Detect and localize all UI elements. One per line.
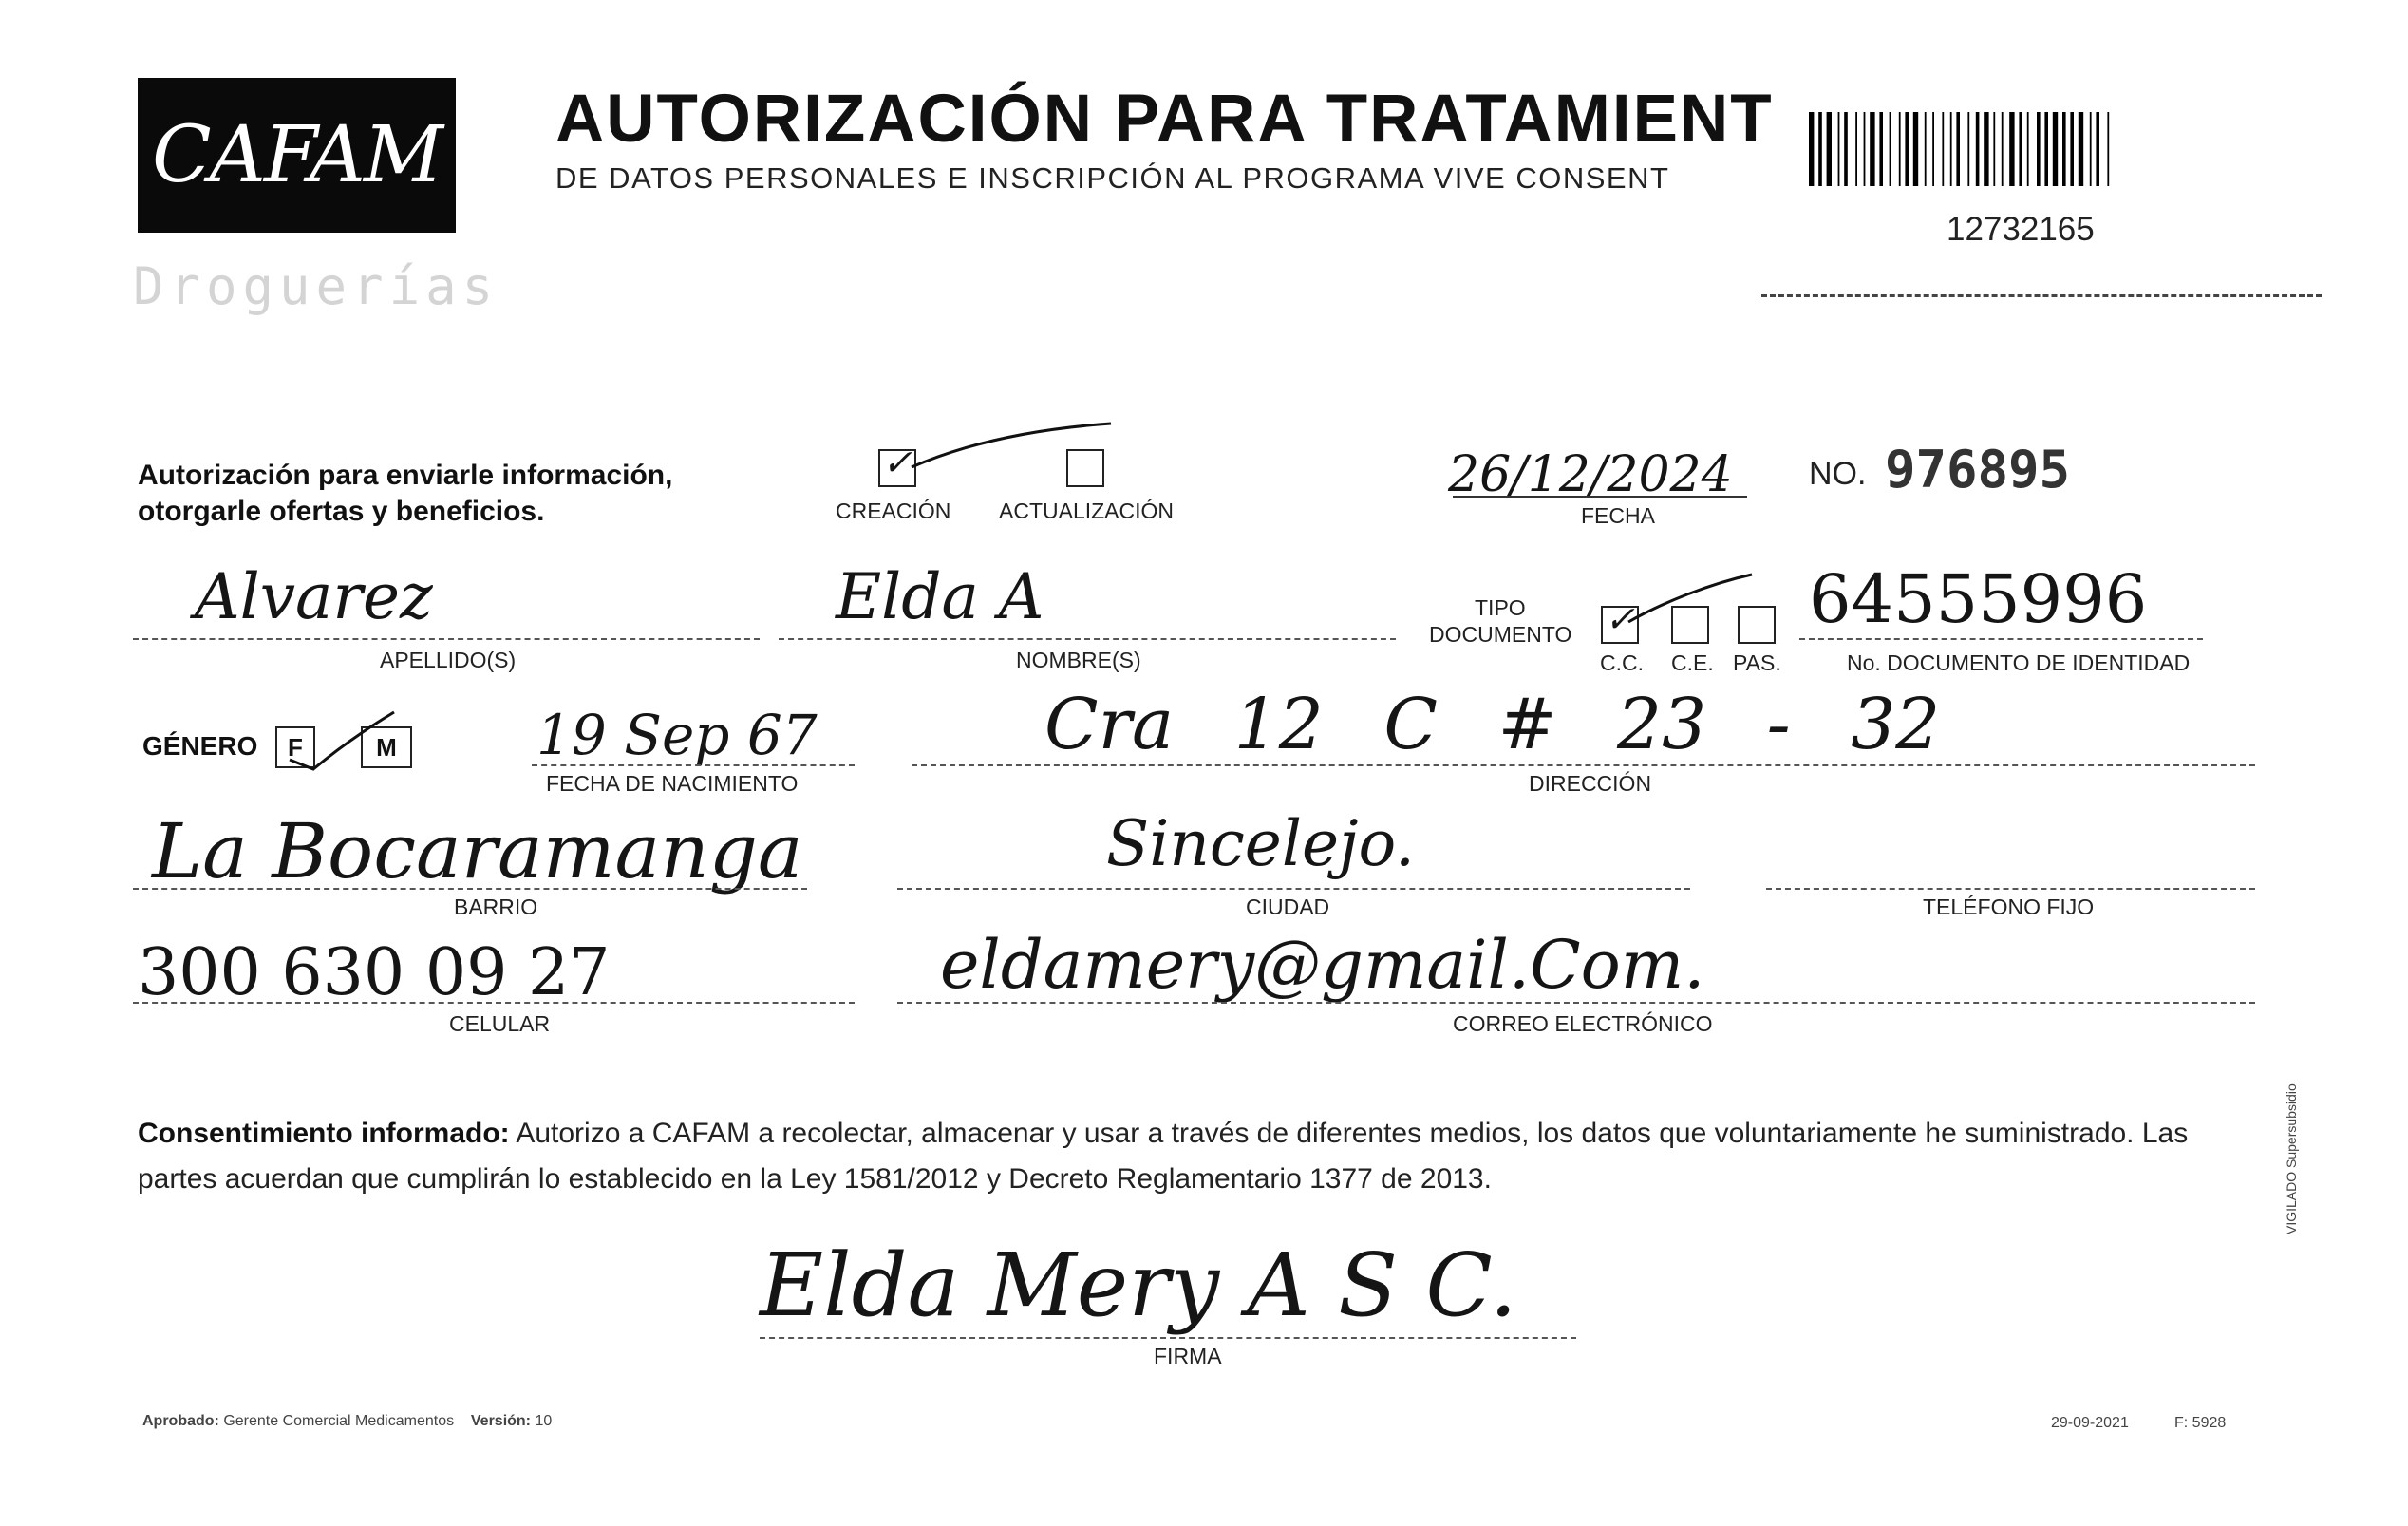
gender-check-stroke <box>285 707 399 774</box>
version-value: 10 <box>535 1413 553 1429</box>
apellido-line <box>133 638 760 640</box>
ciudad-label: CIUDAD <box>1246 895 1330 919</box>
cc-label: C.C. <box>1600 650 1644 675</box>
address-value: Cra 12 C # 23 - 32 <box>1044 684 1941 765</box>
pas-label: PAS. <box>1733 650 1781 675</box>
apellido-value: Alvarez <box>195 560 433 633</box>
telefono-label: TELÉFONO FIJO <box>1923 895 2095 919</box>
documento-label: DOCUMENTO <box>1429 622 1572 647</box>
ciudad-line <box>897 888 1690 890</box>
sublogo: Droguerías <box>133 256 499 316</box>
footer-code: F: 5928 <box>2174 1415 2227 1431</box>
nombre-label: NOMBRE(S) <box>1016 648 1141 672</box>
email-line <box>897 1002 2255 1004</box>
barrio-value: La Bocaramanga <box>152 807 803 895</box>
fecha-line <box>1453 496 1747 498</box>
intro-line-2: otorgarle ofertas y beneficios. <box>138 496 545 527</box>
birth-value: 19 Sep 67 <box>536 703 818 767</box>
email-label: CORREO ELECTRÓNICO <box>1453 1011 1713 1036</box>
barcode-number: 12732165 <box>1947 211 2095 248</box>
ciudad-value: Sincelejo. <box>1106 807 1416 880</box>
email-value: eldamery@gmail.Com. <box>940 926 1705 1004</box>
birth-label: FECHA DE NACIMIENTO <box>546 771 799 796</box>
header-dashed-line <box>1761 294 2322 297</box>
barcode <box>1809 112 2193 186</box>
form-title: AUTORIZACIÓN PARA TRATAMIENT <box>555 82 1774 157</box>
intro-text <box>138 458 672 530</box>
consent-title: Consentimiento informado: <box>138 1118 510 1149</box>
footer-approval <box>142 1413 552 1430</box>
signature-line <box>760 1337 1576 1339</box>
telefono-line <box>1766 888 2255 890</box>
number-value: 976895 <box>1885 440 2071 499</box>
f-checkbox[interactable]: F <box>275 726 315 768</box>
version-label: Versión: <box>470 1413 532 1429</box>
doc-line <box>1799 638 2203 640</box>
logo-text: CAFAM <box>152 110 442 200</box>
address-label: DIRECCIÓN <box>1529 771 1652 796</box>
fecha-label: FECHA <box>1581 503 1655 528</box>
intro-line-1: Autorización para enviarle información, <box>138 460 673 491</box>
footer-vertical-text: VIGILADO Supersubsidio <box>2284 1083 2299 1234</box>
actualizacion-label: ACTUALIZACIÓN <box>999 499 1175 523</box>
doc-label: No. DOCUMENTO DE IDENTIDAD <box>1847 650 2191 675</box>
consent-text: Autorizo a CAFAM a recolectar, almacenar y usar a través de diferentes medios, los datos que voluntariamente he suministrado. Las partes acuerdan que cumplirán lo establecido en la Ley 1581/2012 y Decreto Reglamentario 1377 de 2013. <box>138 1118 2189 1195</box>
creacion-check-mark: ✓ <box>882 442 912 483</box>
signature: Elda Mery A S C. <box>760 1234 1517 1336</box>
address-line <box>912 764 2255 766</box>
apellido-label: APELLIDO(S) <box>380 648 517 672</box>
consent-paragraph <box>138 1111 2255 1202</box>
ce-label: C.E. <box>1671 650 1714 675</box>
aprobado-value: Gerente Comercial Medicamentos <box>223 1413 455 1429</box>
m-checkbox[interactable]: M <box>361 726 412 768</box>
footer-date: 29-09-2021 <box>2051 1415 2129 1431</box>
aprobado-label: Aprobado: <box>142 1413 219 1429</box>
birth-line <box>532 764 855 766</box>
tipo-label: TIPO <box>1475 595 1526 620</box>
celular-value: 300 630 09 27 <box>138 935 611 1010</box>
pas-checkbox[interactable] <box>1738 606 1776 644</box>
barrio-label: BARRIO <box>454 895 538 919</box>
nombre-line <box>779 638 1396 640</box>
signature-label: FIRMA <box>1154 1344 1222 1368</box>
cc-check-mark: ✓ <box>1605 598 1635 640</box>
barrio-line <box>133 888 807 890</box>
genero-label: GÉNERO <box>142 731 258 761</box>
celular-line <box>133 1002 855 1004</box>
creacion-label: CREACIÓN <box>836 499 951 523</box>
nombre-value: Elda A <box>836 560 1044 633</box>
ce-checkbox[interactable] <box>1671 606 1709 644</box>
number-label: NO. <box>1809 456 1867 492</box>
celular-label: CELULAR <box>449 1011 551 1036</box>
form-subtitle: DE DATOS PERSONALES E INSCRIPCIÓN AL PROGRAMA VIVE CONSENT <box>555 161 1670 195</box>
fecha-value: 26/12/2024 <box>1448 446 1733 503</box>
actualizacion-checkbox[interactable] <box>1066 449 1104 487</box>
doc-value: 64555996 <box>1809 560 2148 638</box>
cafam-logo <box>138 78 456 233</box>
